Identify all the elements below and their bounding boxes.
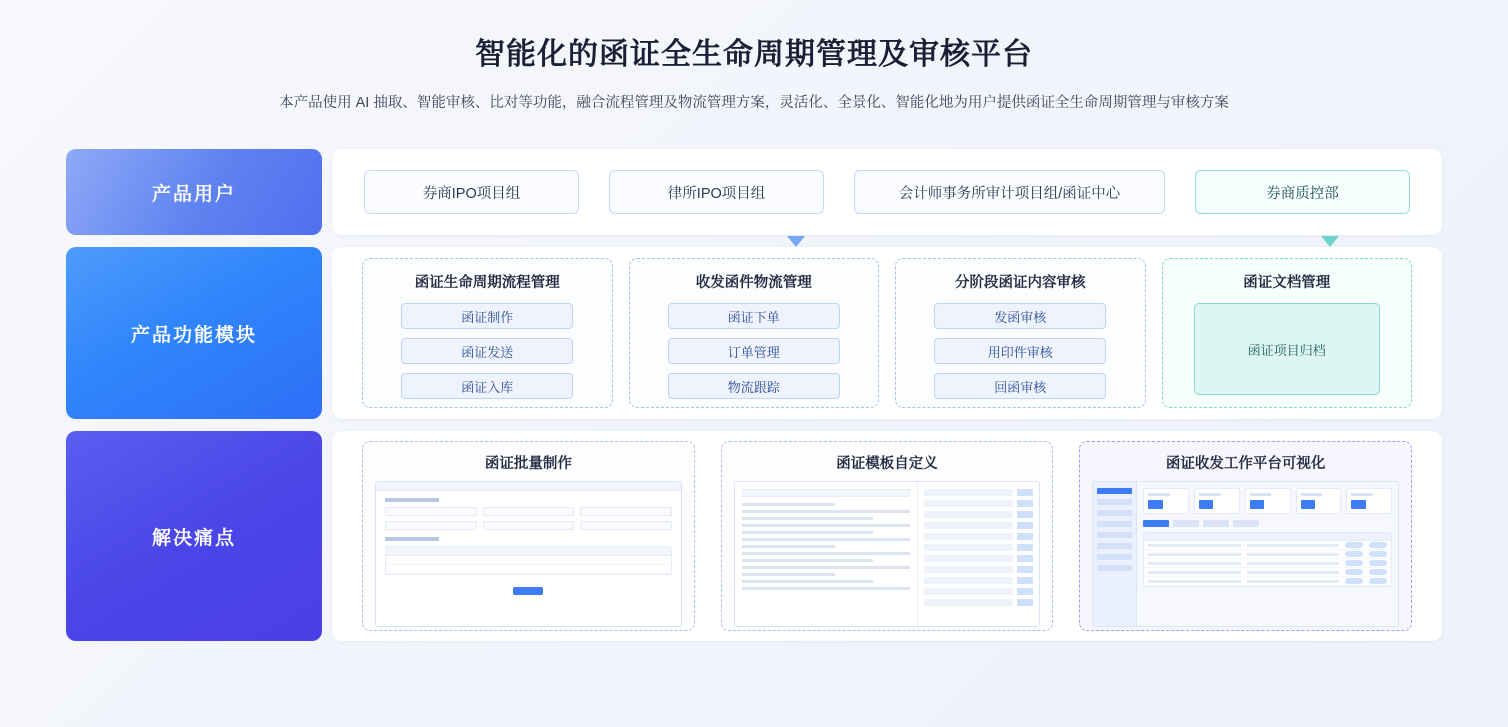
mock-tag — [1017, 522, 1033, 529]
mock-field — [580, 521, 672, 530]
screenshot-workbench-visual — [1092, 481, 1399, 627]
mock-text-line — [742, 538, 911, 541]
row-body-pain-points — [332, 431, 1442, 641]
mock-status-pill — [1345, 569, 1363, 575]
mock-field — [385, 521, 477, 530]
mock-text-line — [742, 510, 911, 513]
module-card-lifecycle — [362, 258, 613, 408]
mock-table-header — [1144, 533, 1391, 541]
module-item[interactable] — [401, 338, 573, 364]
row-label-function-modules: 产品功能模块 — [66, 247, 322, 419]
mock-text-line — [742, 503, 835, 506]
mock-field-list-pane — [918, 482, 1039, 626]
mock-cell — [924, 500, 1013, 507]
mock-cell — [924, 566, 1013, 573]
mock-table — [385, 546, 672, 575]
mock-sidebar-item — [1097, 565, 1132, 571]
mock-tab — [1143, 520, 1169, 527]
mock-tag — [1017, 588, 1033, 595]
mock-status-pill — [1345, 551, 1363, 557]
mock-list-row — [924, 533, 1033, 540]
mock-kpi-value — [1250, 500, 1264, 509]
page-subtitle: 本产品使用 AI 抽取、智能审核、比对等功能，融合流程管理及物流管理方案，灵活化、全景化、智能化地为用户提供函证全生命周期管理与审核方案 — [279, 95, 1229, 111]
mock-tab-row — [1143, 520, 1392, 527]
mock-field — [385, 507, 477, 516]
mock-kpi-row — [1143, 488, 1392, 514]
mock-cell — [1247, 553, 1339, 556]
mock-text-line — [742, 559, 874, 562]
mock-status-pill — [1369, 560, 1387, 566]
mock-list-row — [924, 544, 1033, 551]
mock-kpi-value — [1148, 500, 1162, 509]
pain-card-batch-creation — [362, 441, 695, 631]
pain-title: 函证模板自定义 — [836, 456, 938, 472]
mock-tab — [1203, 520, 1229, 527]
user-chip-label: 会计师事务所审计项目组/函证中心 — [898, 185, 1121, 202]
user-chip-law-ipo[interactable] — [609, 170, 824, 214]
module-title: 函证文档管理 — [1243, 275, 1331, 291]
mock-cell — [1247, 562, 1339, 565]
mock-field — [483, 521, 575, 530]
module-item-archive[interactable] — [1194, 303, 1380, 395]
page-header — [0, 0, 1508, 114]
mock-text-line — [742, 524, 911, 527]
mock-section — [385, 537, 672, 575]
page-title: 智能化的函证全生命周期管理及审核平台 — [475, 38, 1033, 71]
row-label-pain-points: 解决痛点 — [66, 431, 322, 641]
pain-card-list — [332, 441, 1442, 631]
mock-kpi-value — [1351, 500, 1365, 509]
module-item[interactable] — [934, 373, 1106, 399]
module-card-list — [332, 258, 1442, 408]
module-item[interactable] — [401, 373, 573, 399]
mock-table-row — [1144, 559, 1391, 568]
module-title: 函证生命周期流程管理 — [414, 275, 560, 291]
pain-card-template-custom — [721, 441, 1054, 631]
mock-text-line — [742, 580, 874, 583]
mock-cell — [924, 511, 1013, 518]
mock-cell — [1148, 571, 1240, 574]
mock-cell — [924, 555, 1013, 562]
module-item[interactable] — [934, 338, 1106, 364]
mock-kpi-label — [1148, 493, 1169, 496]
module-card-document — [1162, 258, 1413, 408]
mock-kpi-card — [1194, 488, 1240, 514]
mock-sidebar-item — [1097, 499, 1132, 505]
mock-text-line — [742, 517, 874, 520]
mock-cell — [924, 544, 1013, 551]
mock-text-line — [742, 587, 911, 590]
mock-tab — [1233, 520, 1259, 527]
diagram-rows — [0, 149, 1508, 641]
mock-list-row — [924, 588, 1033, 595]
mock-tag — [1017, 599, 1033, 606]
mock-table — [1143, 532, 1392, 587]
module-item-label: 函证入库 — [461, 379, 514, 395]
mock-tag — [1017, 489, 1033, 496]
module-item-label: 函证制作 — [461, 309, 514, 325]
row-pain-points — [66, 431, 1442, 641]
mock-kpi-card — [1143, 488, 1189, 514]
mock-kpi-value — [1199, 500, 1213, 509]
mock-status-pill — [1369, 569, 1387, 575]
mock-primary-button — [513, 587, 543, 595]
row-body-product-users — [332, 149, 1442, 235]
mock-tag — [1017, 500, 1033, 507]
mock-field — [483, 507, 575, 516]
module-item-label: 函证项目归档 — [1247, 342, 1326, 358]
module-item-label: 函证下单 — [727, 309, 780, 325]
module-item-label: 函证发送 — [461, 344, 514, 360]
mock-kpi-card — [1296, 488, 1342, 514]
mock-editor-pane — [735, 482, 919, 626]
user-chip-label: 券商IPO项目组 — [422, 185, 521, 202]
mock-sidebar-item — [1097, 532, 1132, 538]
mock-tag — [1017, 555, 1033, 562]
mock-kpi-label — [1250, 493, 1271, 496]
mock-table-header — [386, 547, 671, 556]
arrow-down-teal-icon — [1321, 236, 1339, 247]
module-item-label: 发函审核 — [994, 309, 1047, 325]
mock-cell — [1247, 544, 1339, 547]
mock-table-row — [1144, 568, 1391, 577]
module-item[interactable] — [934, 303, 1106, 329]
mock-kpi-value — [1301, 500, 1315, 509]
mock-cell — [1247, 580, 1339, 583]
screenshot-template-custom — [734, 481, 1041, 627]
mock-field-row — [385, 521, 672, 530]
mock-sidebar-item — [1097, 521, 1132, 527]
mock-section — [385, 498, 672, 530]
user-chip-broker-ipo[interactable] — [364, 170, 579, 214]
row-function-modules — [66, 247, 1442, 419]
mock-cell — [1148, 544, 1240, 547]
mock-tag — [1017, 511, 1033, 518]
mock-list-row — [924, 500, 1033, 507]
mock-status-pill — [1369, 542, 1387, 548]
mock-status-pill — [1345, 578, 1363, 584]
mock-cell — [924, 588, 1013, 595]
mock-table-row — [1144, 577, 1391, 586]
mock-status-pill — [1345, 542, 1363, 548]
mock-kpi-card — [1245, 488, 1291, 514]
mock-list-row — [924, 599, 1033, 606]
arrow-down-icon — [787, 236, 805, 247]
mock-label — [385, 537, 439, 541]
mock-window-body — [376, 491, 681, 626]
screenshot-batch-creation — [375, 481, 682, 627]
mock-sidebar-item — [1097, 488, 1132, 494]
mock-list-row — [924, 577, 1033, 584]
mock-kpi-label — [1351, 493, 1372, 496]
mock-text-line — [742, 566, 911, 569]
mock-text-line — [742, 573, 835, 576]
mock-sidebar-item — [1097, 554, 1132, 560]
mock-table-row — [386, 556, 671, 565]
module-item[interactable] — [401, 303, 573, 329]
mock-list-row — [924, 522, 1033, 529]
mock-field-row — [385, 507, 672, 516]
mock-label — [385, 498, 439, 502]
module-item-label: 物流跟踪 — [727, 379, 780, 395]
mock-sidebar — [1093, 482, 1137, 626]
mock-cell — [1247, 571, 1339, 574]
mock-text-line — [742, 552, 911, 555]
mock-kpi-label — [1301, 493, 1322, 496]
row-product-users — [66, 149, 1442, 235]
mock-kpi-card — [1346, 488, 1392, 514]
pain-title: 函证批量制作 — [484, 456, 572, 472]
mock-cell — [1148, 562, 1240, 565]
user-chip-label: 律所IPO项目组 — [667, 185, 766, 202]
mock-table-row — [1144, 550, 1391, 559]
mock-cell — [924, 599, 1013, 606]
mock-status-pill — [1369, 551, 1387, 557]
pain-card-workbench-visual — [1079, 441, 1412, 631]
mock-sidebar-item — [1097, 510, 1132, 516]
mock-cell — [924, 533, 1013, 540]
mock-toolbar — [742, 489, 911, 497]
module-item-label: 用印件审核 — [987, 344, 1053, 360]
mock-sidebar-item — [1097, 543, 1132, 549]
mock-main-pane — [1137, 482, 1398, 626]
mock-field — [580, 507, 672, 516]
module-card-review — [895, 258, 1146, 408]
mock-list-row — [924, 555, 1033, 562]
module-item[interactable] — [668, 373, 840, 399]
module-title: 收发函件物流管理 — [695, 275, 812, 291]
mock-tab — [1173, 520, 1199, 527]
mock-status-pill — [1345, 560, 1363, 566]
module-item[interactable] — [668, 303, 840, 329]
user-chip-broker-quality-control[interactable] — [1195, 170, 1410, 214]
module-card-logistics — [629, 258, 880, 408]
mock-kpi-label — [1199, 493, 1220, 496]
user-chip-accounting-audit[interactable] — [854, 170, 1165, 214]
user-chip-list — [332, 170, 1442, 214]
mock-tag — [1017, 544, 1033, 551]
user-chip-label: 券商质控部 — [1266, 185, 1339, 202]
module-item[interactable] — [668, 338, 840, 364]
mock-cell — [924, 577, 1013, 584]
row-body-function-modules — [332, 247, 1442, 419]
module-item-label: 订单管理 — [727, 344, 780, 360]
module-title: 分阶段函证内容审核 — [955, 275, 1086, 291]
mock-cell — [924, 522, 1013, 529]
row-label-product-users: 产品用户 — [66, 149, 322, 235]
module-item-label: 回函审核 — [994, 379, 1047, 395]
mock-cell — [1148, 553, 1240, 556]
mock-list-row — [924, 511, 1033, 518]
mock-window-bar — [376, 482, 681, 491]
mock-tag — [1017, 566, 1033, 573]
mock-list-row — [924, 566, 1033, 573]
mock-table-row — [1144, 541, 1391, 550]
mock-status-pill — [1369, 578, 1387, 584]
mock-table-row — [386, 565, 671, 574]
mock-cell — [1148, 580, 1240, 583]
mock-text-line — [742, 531, 874, 534]
mock-list-row — [924, 489, 1033, 496]
mock-tag — [1017, 533, 1033, 540]
mock-cell — [924, 489, 1013, 496]
mock-footer — [385, 582, 672, 600]
mock-text-line — [742, 545, 835, 548]
mock-tag — [1017, 577, 1033, 584]
pain-title: 函证收发工作平台可视化 — [1165, 456, 1326, 472]
